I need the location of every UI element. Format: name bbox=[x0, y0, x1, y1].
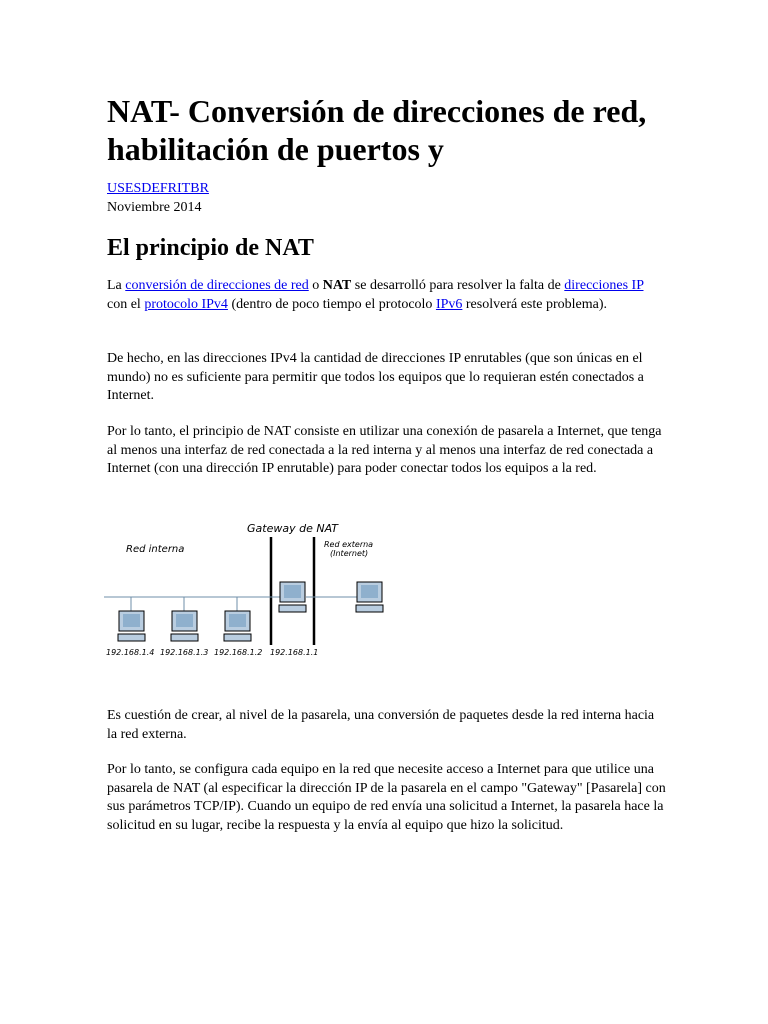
computer-icon bbox=[224, 611, 251, 641]
computer-icon bbox=[118, 611, 145, 641]
internet-computer-icon bbox=[344, 575, 394, 615]
publish-date: Noviembre 2014 bbox=[107, 200, 202, 215]
gateway-label: Gateway de NAT bbox=[247, 522, 339, 535]
external-network-label: Red externa bbox=[324, 540, 374, 549]
paragraph-intro bbox=[107, 277, 667, 314]
paragraph-ipv4-shortage: De hecho, en las direcciones IPv4 la cantidad de direcciones IP enrutables (que son únicas en el mundo) no es suficiente para permitir que todos los equipos que lo requieran estén conectados a Internet. bbox=[107, 351, 644, 403]
p1-text-4: con el bbox=[107, 296, 145, 312]
section-heading: El principio de NAT bbox=[107, 235, 314, 261]
p1-text-3: se desarrolló para resolver la falta de bbox=[351, 278, 565, 293]
p1-text-1: La bbox=[107, 278, 126, 293]
p1-text-6: resolverá este problema). bbox=[462, 296, 607, 312]
computer-icon bbox=[171, 611, 198, 641]
link-ipv4-protocol[interactable]: protocolo IPv4 bbox=[144, 296, 228, 312]
nat-network-diagram bbox=[104, 515, 374, 665]
p1-text-5: (dentro de poco tiempo el protocolo bbox=[227, 296, 436, 312]
author-link[interactable]: USESDEFRITBR bbox=[107, 181, 209, 196]
link-ipv6[interactable]: IPv6 bbox=[435, 296, 463, 312]
paragraph-nat-principle: Por lo tanto, el principio de NAT consiste en utilizar una conexión de pasarela a Internet, que tenga al menos una interfaz de red conectada a la red interna y al menos una interfaz de red conectada a Internet (con una dirección IP enrutable) para poder conectar todos los equipos a la red. bbox=[107, 424, 662, 476]
internet-label: (Internet) bbox=[330, 549, 369, 558]
ip-label: 192.168.1.4 bbox=[106, 648, 155, 657]
link-nat-conversion[interactable]: conversión de direcciones de red bbox=[125, 278, 309, 293]
internal-network-label: Red interna bbox=[126, 544, 185, 555]
p1-text-2: o bbox=[308, 278, 323, 293]
ip-label: 192.168.1.3 bbox=[160, 648, 209, 657]
paragraph-gateway-config: Por lo tanto, se configura cada equipo en la red que necesite acceso a Internet para que utilice una pasarela de NAT (al especificar la dirección IP de la pasarela en el campo "Gateway" [Pasarela] con sus parámetros TCP/IP). Cuando un equipo de red envía una solicitud a Internet, la pasarela hace la solicitud en su lugar, recibe la respuesta y la envía al equipo que hizo la solicitud. bbox=[107, 762, 666, 833]
nat-bold: NAT bbox=[322, 278, 352, 293]
link-ip-addresses[interactable]: direcciones IP bbox=[564, 278, 644, 293]
ip-label: 192.168.1.2 bbox=[214, 648, 263, 657]
page-title: NAT- Conversión de direcciones de red, habilitación de puertos y bbox=[107, 93, 647, 167]
ip-label: 192.168.1.1 bbox=[270, 648, 319, 657]
author-line bbox=[107, 180, 209, 198]
paragraph-packet-conversion: Es cuestión de crear, al nivel de la pasarela, una conversión de paquetes desde la red interna hacia la red externa. bbox=[107, 708, 655, 742]
gateway-computer-icon bbox=[279, 582, 306, 612]
